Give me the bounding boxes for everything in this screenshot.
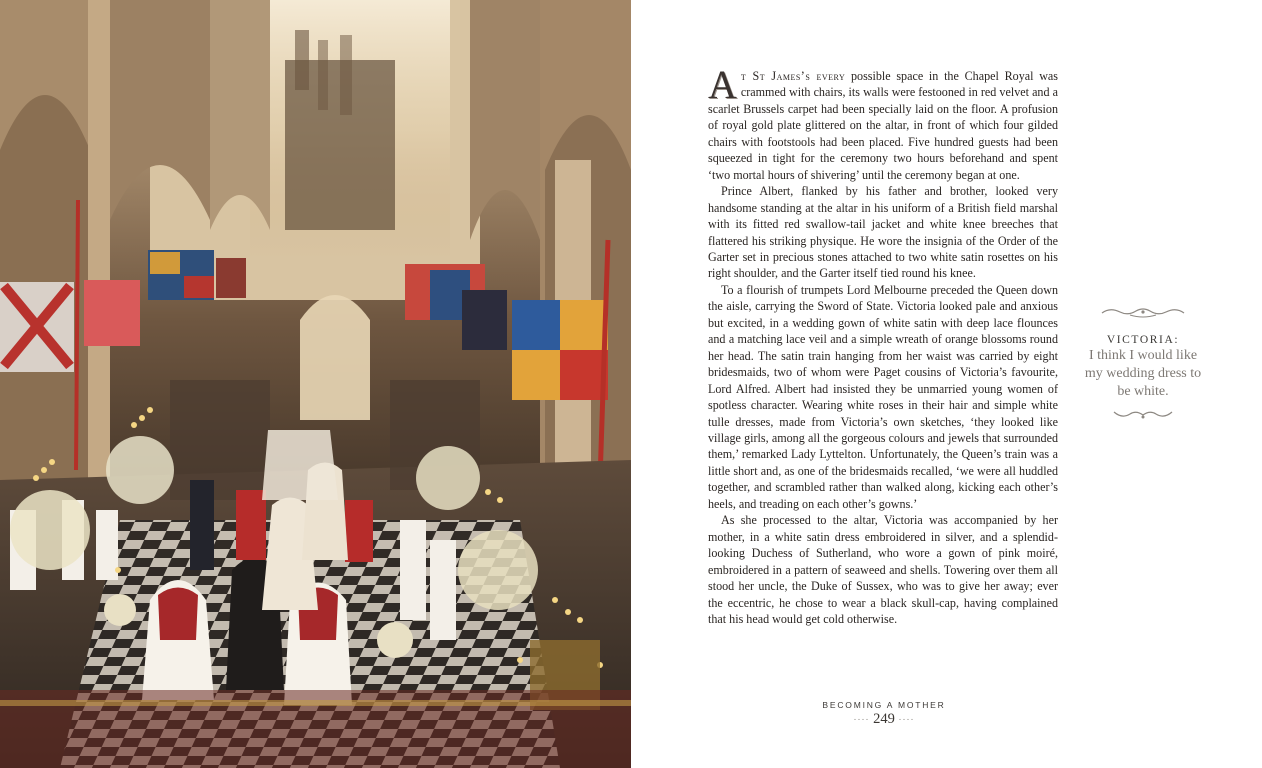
page-number-row xyxy=(784,711,984,728)
page-number: 249 xyxy=(873,711,895,727)
drop-cap: A xyxy=(708,62,737,107)
folio-ornament-left-icon: ···· xyxy=(853,714,870,725)
quote-speaker: VICTORIA: xyxy=(1106,334,1180,346)
lead-in: t St James’s every xyxy=(740,69,846,83)
ornament-top-icon xyxy=(1100,306,1186,320)
paragraph-4: As she processed to the altar, Victoria was accompanied by her mother, in a white satin dress embroidered in silver, and a splendid-looking Duchess of Sutherland, who wore a gown of pink moiré, embroidered in a pattern of seaweed and shells. Towering over them all stood her uncle, the Duke of Sussex, who was to give her away; ever the eccentric, he chose to wear a black skull-cap, having complained that his head would get cold otherwise. xyxy=(708,513,1058,626)
running-head: BECOMING A MOTHER xyxy=(822,700,946,710)
paragraph-1-text: possible space in the Chapel Royal was crammed with chairs, its walls were festooned in red velvet and a scarlet Brussels carpet had been specially laid on the floor. A profusion of royal gold plate glittered on the altar, in front of which four gilded chairs with footstools had been placed. Five hundred guests had been squeezed in tight for the ceremony two hours beforehand and spent ‘two mortal hours of shivering’ until the ceremony began at one. xyxy=(708,69,1059,182)
ornament-bottom-icon xyxy=(1112,407,1174,421)
body-text xyxy=(708,62,1059,627)
folio-ornament-right-icon: ···· xyxy=(898,714,915,725)
quote-text: I think I would like my wedding dress to be white. xyxy=(1084,348,1202,399)
pull-quote xyxy=(1084,306,1202,421)
paragraph-3: To a flourish of trumpets Lord Melbourne preceded the Queen down the aisle, carrying the Sword of State. Victoria looked pale and anxious but excited, in a wedding gown of white satin with deep lace flounces and a matching lace veil and a simple wreath of orange blossoms round her head. The satin train hanging from her waist was carried by eight bridesmaids, two of whom were Paget cousins of Victoria’s favourite, Lord Alfred. Albert had insisted they be unmarried young women of spotless character. Wearing white roses in their hair and simple white tulle dresses, made from Victoria’s own sketches, ‘they looked like village girls, among all the gorgeous colours and jewels that surrounded them,’ remarked Lady Lyttelton. Unfortunately, the Queen’s train was a little short and, as one of the bridesmaids recalled, ‘we were all huddled together, and scrambled rather than walked along, kicking each other’s heels, and treading on each other’s gowns.’ xyxy=(708,282,1058,511)
paragraph-1 xyxy=(708,62,1059,183)
paragraph-2: Prince Albert, flanked by his father and brother, looked very handsome standing at the altar in his uniform of a British field marshal with its fitted red swallow-tail jacket and white knee breeches that flattered his striking physique. He wore the insignia of the Order of the Garter set in precious stones attached to two white satin rosettes on his right shoulder, and the Garter itself tied round his knee. xyxy=(708,184,1058,281)
